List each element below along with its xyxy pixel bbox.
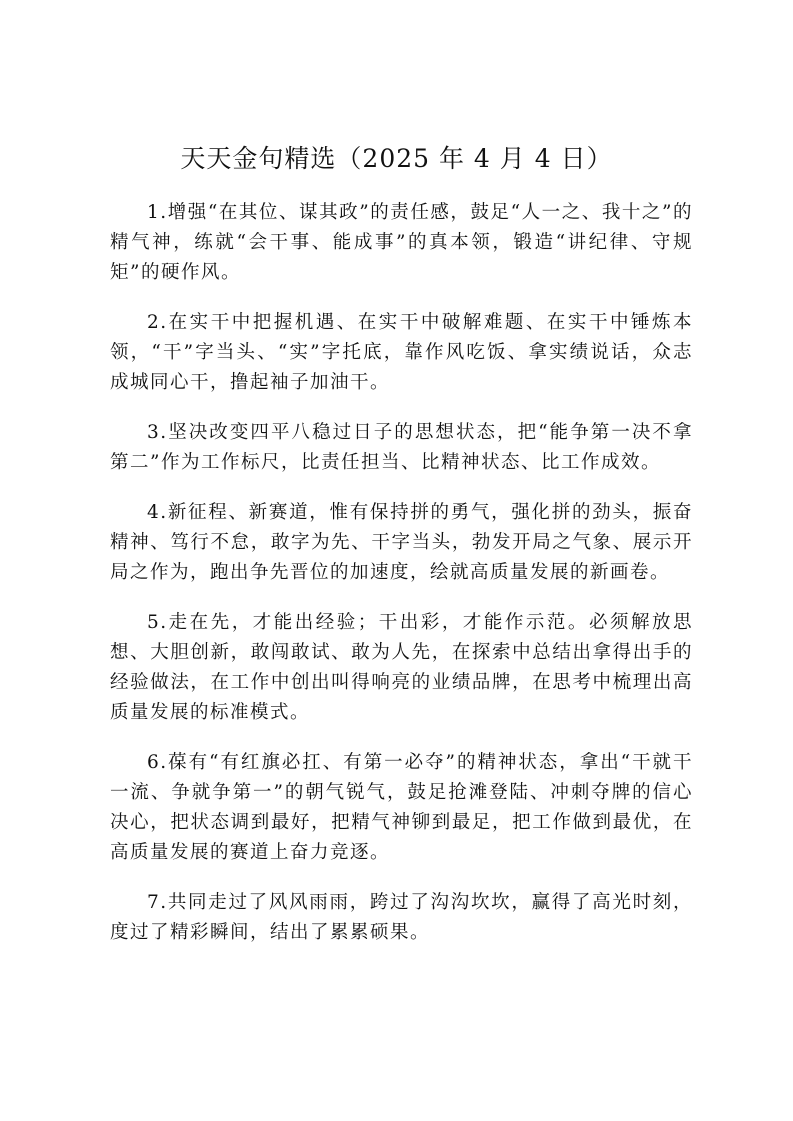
- quote-paragraph-2: 2.在实干中把握机遇、在实干中破解难题、在实干中锤炼本领，“干”字当头、“实”字托底，靠作风吃饭、拿实绩说话，众志成城同心干，撸起袖子加油干。: [110, 312, 693, 393]
- quote-paragraph-3: 3.坚决改变四平八稳过日子的思想状态，把“能争第一决不拿第二”作为工作标尺，比责任担当、比精神状态、比工作成效。: [110, 422, 693, 473]
- document-body: [110, 198, 693, 968]
- quote-paragraph-5: 5.走在先，才能出经验；干出彩，才能作示范。必须解放思想、大胆创新，敢闯敢试、敢为人先，在探索中总结出拿得出手的经验做法，在工作中创出叫得响亮的业绩品牌，在思考中梳理出高质量发展的标准模式。: [110, 612, 693, 723]
- document-title: 天天金句精选（2025 年 4 月 4 日）: [180, 144, 613, 173]
- quote-paragraph-7: 7.共同走过了风风雨雨，跨过了沟沟坎坎，赢得了高光时刻，度过了精彩瞬间，结出了累累硕果。: [110, 892, 693, 943]
- quote-paragraph-1: 1.增强“在其位、谋其政”的责任感，鼓足“人一之、我十之”的精气神，练就“会干事、能成事”的真本领，锻造“讲纪律、守规矩”的硬作风。: [110, 202, 693, 283]
- quote-paragraph-6: 6.葆有“有红旗必扛、有第一必夺”的精神状态，拿出“干就干一流、争就争第一”的朝气锐气，鼓足抢滩登陆、冲刺夺牌的信心决心，把状态调到最好，把精气神铆到最足，把工作做到最优，在高质量发展的赛道上奋力竞逐。: [110, 752, 693, 863]
- quote-paragraph-4: 4.新征程、新赛道，惟有保持拼的勇气，强化拼的劲头，振奋精神、笃行不怠，敢字为先、干字当头，勃发开局之气象、展示开局之作为，跑出争先晋位的加速度，绘就高质量发展的新画卷。: [110, 502, 693, 583]
